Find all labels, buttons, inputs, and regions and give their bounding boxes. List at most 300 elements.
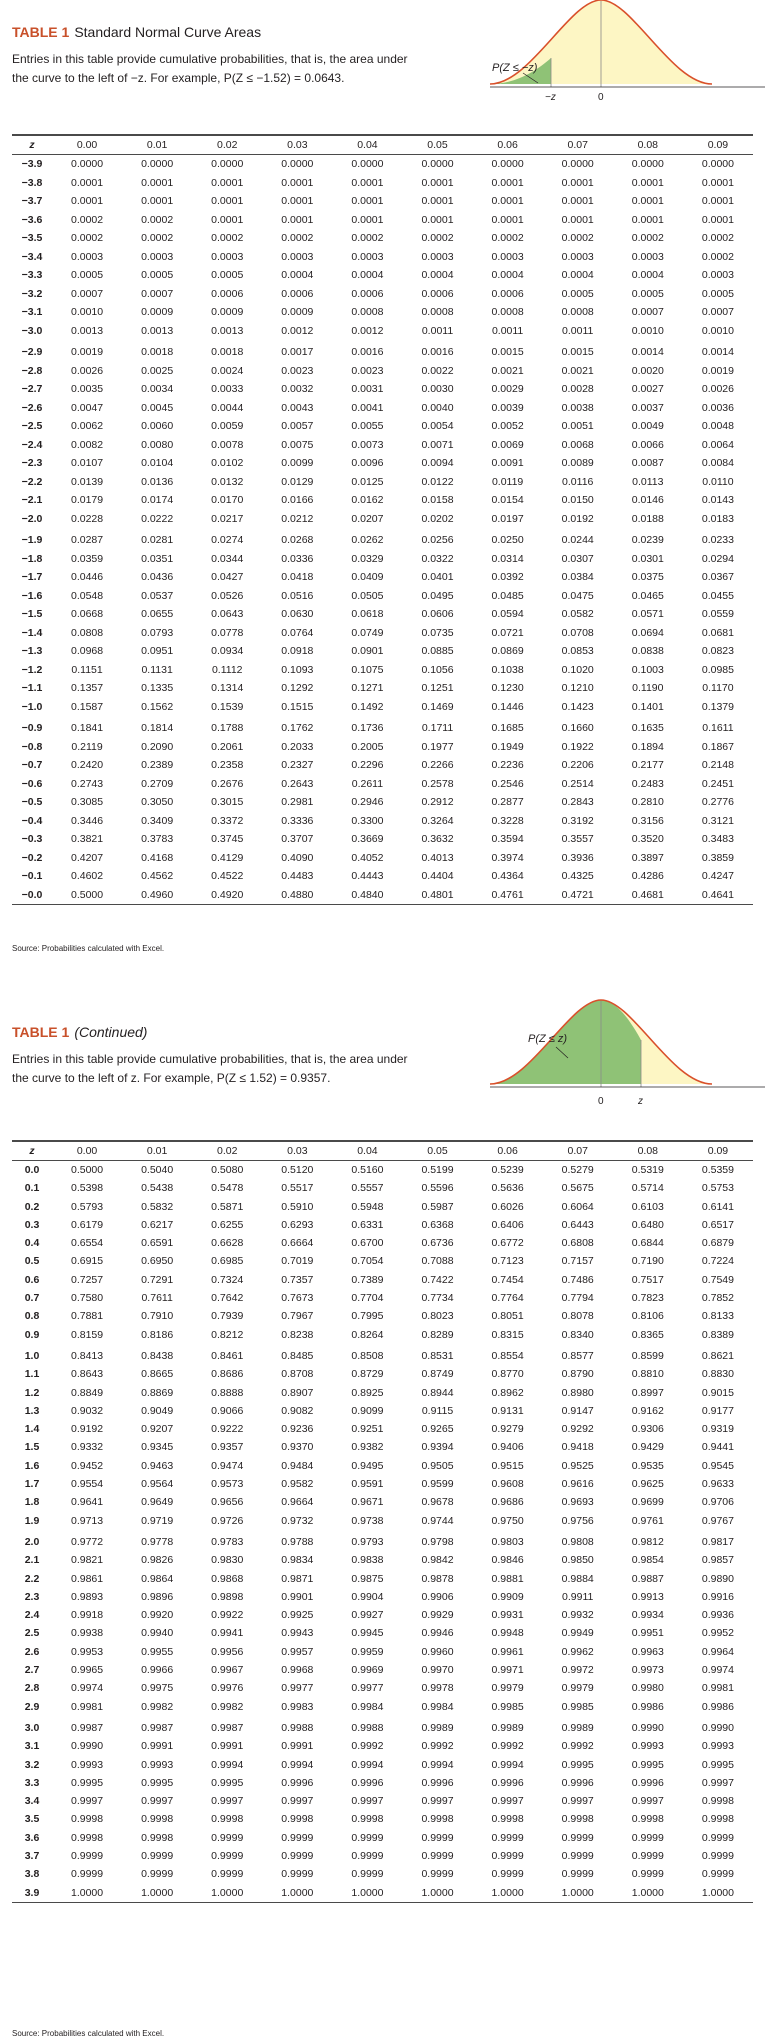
probability-cell: 0.0014 [701,346,734,358]
probability-cell: 0.7454 [491,1273,524,1286]
probability-cell: 0.0294 [701,552,734,565]
probability-cell: 0.9778 [141,1535,174,1548]
probability-cell: 0.0668 [70,608,104,620]
probability-cell: 0.0062 [70,420,104,432]
row-z-value: 2.6 [24,1645,40,1658]
probability-cell: 0.1230 [491,682,524,694]
probability-cell: 0.0047 [70,401,104,414]
probability-cell: 0.0016 [351,346,384,358]
probability-cell: 0.5910 [281,1200,314,1213]
probability-cell: 0.0009 [281,306,314,318]
probability-cell: 0.5359 [701,1164,734,1176]
table-row [12,1161,753,1180]
probability-cell: 0.9463 [141,1459,174,1472]
probability-cell: 0.3156 [631,814,664,827]
probability-cell: 0.0002 [701,232,734,244]
probability-cell: 0.0694 [631,626,664,639]
probability-cell: 0.0287 [70,534,104,546]
probability-cell: 0.7734 [421,1292,454,1305]
probability-cell: 0.0005 [70,269,104,281]
row-z-value: −3.2 [21,287,43,300]
probability-cell: 0.2611 [351,777,384,790]
probability-cell: 0.0019 [701,364,734,377]
probability-cell: 0.2148 [701,759,734,771]
probability-cell: 0.5239 [491,1164,524,1176]
probability-cell: 0.2090 [141,740,174,753]
table-row [12,1716,753,1737]
probability-cell: 0.0015 [491,346,524,358]
probability-cell: 0.0005 [561,287,594,300]
probability-cell: 0.0005 [631,287,664,300]
probability-cell: 0.2676 [211,777,244,790]
probability-cell: 0.0102 [211,457,244,469]
table-row [12,605,753,624]
probability-cell: 0.0344 [211,552,244,565]
probability-cell: 0.9222 [211,1423,244,1436]
probability-cell: 0.5438 [141,1182,174,1195]
probability-cell: 0.1685 [491,722,524,734]
probability-cell: 0.0038 [561,401,594,414]
probability-cell: 0.8438 [141,1349,174,1362]
probability-cell: 0.0113 [632,475,664,488]
probability-cell: 0.9984 [351,1700,384,1713]
probability-cell: 0.0968 [70,645,104,657]
probability-cell: 0.5832 [141,1200,174,1213]
header-col: 0.06 [473,135,543,155]
probability-cell: 0.1492 [351,700,384,713]
row-z-value: 1.4 [24,1423,40,1436]
row-z-value: 2.9 [24,1700,40,1713]
probability-cell: 0.9998 [70,1831,104,1844]
probability-cell: 0.0003 [701,269,734,281]
source-note: Source: Probabilities calculated with Excel. [12,2029,165,2038]
table-row [12,1643,753,1661]
probability-cell: 0.6103 [631,1200,664,1213]
probability-cell: 0.0110 [702,475,734,488]
probability-cell: 0.9979 [491,1682,524,1695]
probability-cell: 0.3483 [701,833,734,845]
probability-cell: 0.9999 [631,1849,664,1862]
probability-cell: 0.9999 [351,1831,384,1844]
probability-cell: 0.8869 [141,1386,174,1399]
probability-cell: 0.1587 [70,700,104,713]
probability-cell: 0.3228 [491,814,524,827]
probability-cell: 0.3085 [70,796,104,808]
probability-cell: 0.2483 [631,777,664,790]
probability-cell: 0.9896 [141,1590,174,1603]
row-z-value: 1.9 [24,1514,40,1527]
row-z-value: −2.4 [21,438,43,451]
probability-cell: 0.1112 [211,663,243,676]
row-z-value: 1.0 [24,1349,40,1362]
probability-cell: 0.5517 [281,1182,314,1195]
probability-cell: 0.0212 [281,512,314,525]
probability-cell: 0.0002 [281,232,314,244]
probability-cell: 0.0001 [351,195,384,207]
probability-cell: 0.1251 [421,682,454,694]
probability-cell: 0.9945 [351,1627,384,1640]
probability-cell: 0.3336 [281,814,314,827]
probability-cell: 0.0039 [491,401,524,414]
probability-cell: 0.0401 [421,571,454,583]
probability-cell: 0.0006 [211,287,244,300]
probability-cell: 0.9871 [281,1572,314,1585]
probability-cell: 0.7054 [351,1255,384,1268]
probability-cell: 0.9974 [701,1664,734,1677]
probability-cell: 0.9998 [631,1813,664,1826]
probability-cell: 0.7939 [211,1310,244,1323]
probability-cell: 0.9965 [70,1664,104,1677]
probability-cell: 0.4840 [332,886,402,905]
probability-cell: 0.9515 [491,1459,524,1472]
probability-cell: 0.3264 [421,814,454,827]
table-number: TABLE 1 [12,1024,70,1040]
probability-cell: 0.9995 [631,1758,664,1771]
probability-cell: 0.0011 [562,324,594,337]
probability-cell: 0.0329 [351,552,384,565]
table-row [12,550,753,569]
probability-cell: 0.9192 [70,1423,104,1436]
probability-cell: 0.2810 [631,796,664,808]
probability-cell: 0.0011 [491,324,524,337]
probability-cell: 0.9838 [351,1554,384,1567]
axis-label-z: z [638,1096,643,1107]
probability-cell: 0.9999 [701,1849,734,1862]
probability-cell: 0.5398 [70,1182,104,1195]
probability-cell: 0.6554 [70,1237,104,1250]
probability-cell: 0.2578 [421,777,454,790]
probability-cell: 0.1292 [281,682,314,694]
probability-cell: 0.1711 [421,722,454,734]
probability-cell: 0.9967 [211,1664,244,1677]
curve-label: P(Z ≤ −z) [492,62,538,74]
probability-cell: 0.0004 [631,269,664,281]
probability-cell: 0.0000 [561,158,594,170]
probability-cell: 0.0764 [281,626,314,639]
description-line-2: the curve to the left of z. For example, P(Z ≤ 1.52) = 0.9357. [12,1071,331,1085]
probability-cell: 0.9999 [351,1849,384,1862]
probability-cell: 0.9049 [141,1404,174,1417]
probability-cell: 0.6026 [491,1200,524,1213]
probability-cell: 0.0099 [281,457,314,469]
probability-cell: 0.0048 [701,420,734,432]
probability-cell: 0.0068 [561,438,594,451]
table-row [12,587,753,606]
probability-cell: 0.9982 [211,1700,244,1713]
probability-cell: 0.1210 [561,682,594,694]
probability-cell: 0.7357 [281,1273,314,1286]
probability-cell: 0.9973 [631,1664,664,1677]
probability-cell: 0.1401 [631,700,664,713]
probability-cell: 0.0002 [141,213,174,226]
row-z-value: −0.4 [21,814,43,827]
probability-cell: 0.0037 [631,401,664,414]
probability-cell: 0.0021 [561,364,594,377]
probability-cell: 0.9772 [70,1535,104,1548]
probability-cell: 0.0003 [211,250,244,263]
probability-cell: 0.9995 [211,1776,244,1789]
probability-cell: 0.0010 [631,324,664,337]
probability-cell: 0.6179 [70,1218,104,1231]
probability-cell: 0.5279 [561,1164,594,1176]
probability-cell: 0.0001 [561,176,594,189]
probability-cell: 0.0537 [141,589,174,602]
probability-cell: 0.9999 [561,1849,594,1862]
source-note: Source: Probabilities calculated with Excel. [12,944,165,953]
probability-cell: 0.0375 [631,571,664,583]
probability-cell: 0.7852 [701,1292,734,1305]
probability-cell: 0.0446 [70,571,104,583]
table-row [12,812,753,831]
table-row [12,1884,753,1903]
probability-cell: 0.9082 [281,1404,314,1417]
probability-cell: 0.3409 [141,814,174,827]
probability-cell: 0.3372 [211,814,244,827]
probability-cell: 0.9131 [491,1404,524,1417]
probability-cell: 0.9998 [421,1813,454,1826]
probability-cell: 0.9761 [631,1514,664,1527]
probability-cell: 0.2981 [281,796,314,808]
probability-cell: 0.9971 [491,1664,524,1677]
probability-cell: 0.6591 [141,1237,174,1250]
probability-cell: 0.9936 [701,1609,734,1622]
probability-cell: 0.0002 [421,232,454,244]
probability-cell: 0.9846 [491,1554,524,1567]
probability-cell: 0.0002 [70,232,104,244]
probability-cell: 0.9999 [421,1868,454,1881]
probability-cell: 0.9922 [211,1609,244,1622]
probability-cell: 0.9978 [421,1682,454,1695]
probability-cell: 0.9972 [561,1664,594,1677]
probability-cell: 0.9995 [701,1758,734,1771]
probability-cell: 0.8888 [211,1386,244,1399]
probability-cell: 0.9976 [211,1682,244,1695]
probability-cell: 0.0012 [351,324,384,337]
probability-cell: 0.0001 [421,195,454,207]
probability-cell: 0.0001 [70,195,104,207]
probability-cell: 0.2843 [561,796,594,808]
probability-cell: 0.3632 [421,833,454,845]
probability-cell: 0.2033 [281,740,314,753]
probability-cell: 1.0000 [402,1884,472,1903]
probability-cell: 0.7291 [141,1273,174,1286]
probability-cell: 0.2389 [141,759,174,771]
probability-cell: 0.0174 [141,494,174,506]
row-z-value: 1.1 [24,1368,40,1381]
probability-cell: 0.1151 [71,663,103,676]
probability-cell: 0.9997 [281,1795,314,1808]
probability-cell: 0.0008 [561,306,594,318]
probability-cell: 0.0351 [141,552,174,565]
table-name: (Continued) [74,1024,148,1040]
probability-cell: 0.0749 [351,626,384,639]
probability-cell: 0.0001 [421,176,454,189]
probability-cell: 0.9868 [211,1572,244,1585]
probability-cell: 0.9994 [211,1758,244,1771]
probability-cell: 0.4286 [631,870,664,882]
probability-cell: 0.1075 [351,663,384,676]
probability-cell: 0.9943 [281,1627,314,1640]
probability-cell: 0.0162 [351,494,384,506]
probability-cell: 0.8665 [141,1368,174,1381]
probability-cell: 0.0150 [561,494,594,506]
probability-cell: 0.7019 [281,1255,314,1268]
table-row [12,756,753,775]
probability-cell: 0.9913 [631,1590,664,1603]
probability-cell: 0.2743 [70,777,104,790]
probability-cell: 0.3974 [491,851,524,864]
probability-cell: 0.9850 [561,1554,594,1567]
row-z-value: −3.5 [21,232,43,244]
probability-cell: 0.0166 [281,494,314,506]
probability-cell: 0.6480 [631,1218,664,1231]
probability-cell: 0.9969 [351,1664,384,1677]
curve-label: P(Z ≤ z) [528,1033,568,1045]
header-col: 0.03 [262,1141,332,1161]
probability-cell: 0.9251 [351,1423,384,1436]
probability-cell: 0.0721 [491,626,524,639]
table-row [12,211,753,230]
row-z-value: −3.6 [21,213,43,226]
probability-cell: 0.0778 [211,626,244,639]
probability-cell: 0.1736 [351,722,384,734]
row-z-value: −3.1 [21,306,43,318]
row-z-value: 2.5 [24,1627,40,1640]
table-row [12,1756,753,1774]
probability-cell: 0.0869 [491,645,524,657]
table-row [12,303,753,322]
probability-cell: 0.0001 [141,195,174,207]
probability-cell: 0.6950 [141,1255,174,1268]
probability-cell: 0.9966 [141,1664,174,1677]
probability-cell: 0.0015 [561,346,594,358]
probability-cell: 0.9920 [141,1609,174,1622]
table-row [12,436,753,455]
header-col: 0.05 [402,135,472,155]
probability-cell: 0.4602 [70,870,104,882]
probability-cell: 0.0002 [351,232,384,244]
probability-cell: 0.4562 [141,870,174,882]
probability-cell: 0.0004 [491,269,524,281]
probability-cell: 0.9767 [701,1514,734,1527]
probability-cell: 0.1190 [632,682,664,694]
probability-cell: 0.0001 [631,213,664,226]
probability-cell: 0.0143 [701,494,734,506]
probability-cell: 0.0233 [701,534,734,546]
probability-cell: 0.0029 [491,383,524,395]
table-row [12,1198,753,1216]
probability-cell: 0.0001 [561,195,594,207]
probability-cell: 0.9066 [211,1404,244,1417]
probability-cell: 0.0018 [141,346,174,358]
probability-cell: 0.2912 [421,796,454,808]
probability-cell: 0.0023 [351,364,384,377]
row-z-value: −1.8 [21,552,43,565]
probability-cell: 0.2296 [351,759,384,771]
probability-cell: 0.8980 [561,1386,594,1399]
probability-cell: 0.6217 [141,1218,174,1231]
probability-cell: 0.0643 [211,608,244,620]
probability-cell: 0.9932 [561,1609,594,1622]
probability-cell: 0.9989 [491,1721,524,1734]
probability-cell: 0.9495 [351,1459,384,1472]
probability-cell: 0.9948 [491,1627,524,1640]
probability-cell: 0.9545 [701,1459,734,1472]
probability-cell: 0.9099 [351,1404,384,1417]
probability-cell: 0.2327 [281,759,314,771]
probability-cell: 0.9904 [351,1590,384,1603]
probability-cell: 0.1469 [421,700,454,713]
probability-cell: 0.9713 [70,1514,104,1527]
header-col: 0.02 [192,135,262,155]
probability-cell: 1.0000 [683,1884,753,1903]
probability-cell: 0.9207 [141,1423,174,1436]
description-line-2: the curve to the left of −z. For example, P(Z ≤ −1.52) = 0.0643. [12,71,345,85]
table-row [12,1737,753,1755]
header-col: 0.04 [332,1141,402,1161]
probability-cell: 0.7881 [70,1310,104,1323]
probability-cell: 0.9957 [281,1645,314,1658]
probability-cell: 0.9345 [141,1441,174,1454]
probability-cell: 0.9834 [281,1554,314,1567]
probability-cell: 0.5714 [631,1182,664,1195]
row-z-value: 0.9 [24,1328,40,1341]
probability-cell: 0.0006 [351,287,384,300]
probability-cell: 0.7088 [421,1255,454,1268]
probability-cell: 0.0485 [491,589,524,602]
probability-cell: 0.2877 [491,796,524,808]
probability-cell: 0.9981 [701,1682,734,1695]
probability-cell: 0.7549 [701,1273,734,1286]
probability-cell: 0.9997 [561,1795,594,1808]
probability-cell: 0.9706 [701,1496,734,1509]
row-z-value: −2.7 [21,383,43,395]
table-row [12,738,753,757]
probability-cell: 0.9996 [281,1776,314,1789]
probability-cell: 0.0049 [631,420,664,432]
probability-cell: 0.9994 [491,1758,524,1771]
table-row [12,528,753,550]
probability-cell: 0.9925 [281,1609,314,1622]
probability-cell: 0.9265 [421,1423,454,1436]
table-row [12,1179,753,1197]
probability-cell: 0.9726 [211,1514,244,1527]
standard-normal-table-negative [12,134,753,905]
probability-cell: 0.0001 [631,195,664,207]
row-z-value: 2.2 [24,1572,40,1585]
table-row [12,1289,753,1307]
probability-cell: 0.9177 [701,1404,734,1417]
probability-cell: 0.1335 [141,682,174,694]
table-row [12,1624,753,1642]
probability-cell: 0.0013 [70,324,104,337]
row-z-value: 3.8 [24,1868,40,1881]
row-z-value: −1.7 [21,571,43,583]
probability-cell: 0.9993 [701,1740,734,1753]
probability-cell: 0.0281 [141,534,174,546]
probability-cell: 0.9890 [701,1572,734,1585]
row-z-value: −2.8 [21,364,43,377]
table-row [12,716,753,738]
probability-cell: 0.8770 [491,1368,524,1381]
probability-cell: 0.0548 [70,589,104,602]
probability-cell: 0.9474 [211,1459,244,1472]
probability-cell: 0.3520 [631,833,664,845]
probability-cell: 0.2643 [281,777,314,790]
row-z-value: 2.0 [24,1535,40,1548]
row-z-value: −0.9 [21,722,43,734]
row-z-value: 0.4 [24,1237,40,1250]
